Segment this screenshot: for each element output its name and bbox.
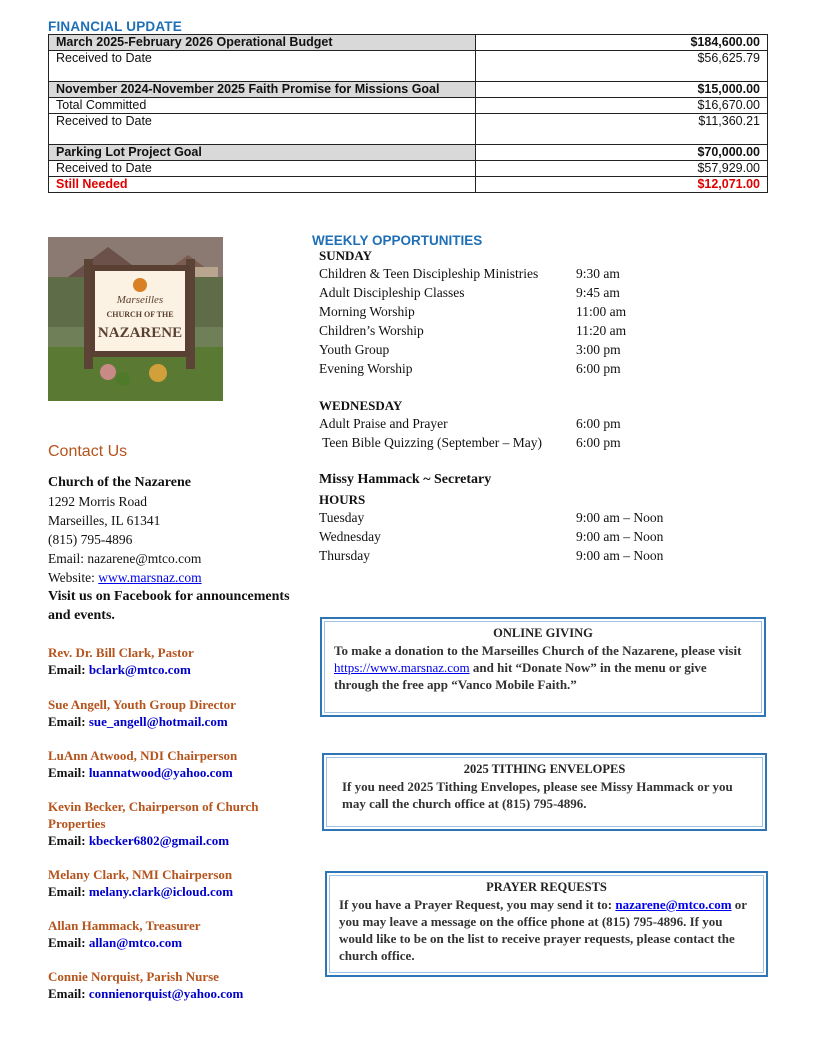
schedule-item: Children & Teen Discipleship Ministries 9:30 am bbox=[319, 266, 620, 281]
prayer-text: If you have a Prayer Request, you may send it to: nazarene@mtco.com or you may leave a message on the office phone at (815) 795-4896. If you would like to be on the list to receive prayer requests, please contact the church office. bbox=[339, 897, 747, 963]
table-row: Total Committed $16,670.00 bbox=[49, 98, 768, 114]
giving-link[interactable]: https://www.marsnaz.com bbox=[334, 660, 470, 675]
staff-item: Kevin Becker, Chairperson of Church Properties Email: kbecker6802@gmail.com bbox=[48, 799, 259, 848]
staff-item: LuAnn Atwood, NDI Chairperson Email: luannatwood@yahoo.com bbox=[48, 748, 238, 780]
hours-item: Wednesday 9:00 am – Noon bbox=[319, 529, 664, 544]
contact-block bbox=[48, 473, 298, 625]
staff-item: Allan Hammack, Treasurer Email: allan@mtco.com bbox=[48, 918, 201, 950]
table-row: Parking Lot Project Goal $70,000.00 bbox=[49, 145, 768, 161]
staff-email-link[interactable]: sue_angell@hotmail.com bbox=[88, 714, 228, 729]
address-line1: 1292 Morris Road bbox=[48, 494, 147, 509]
schedule-item: Children’s Worship 11:20 am bbox=[319, 323, 627, 338]
staff-email-link[interactable]: connienorquist@yahoo.com bbox=[88, 986, 244, 1001]
weekly-title: WEEKLY OPPORTUNITIES bbox=[312, 233, 483, 248]
secretary-name: Missy Hammack ~ Secretary bbox=[319, 472, 492, 487]
tithing-text: If you need 2025 Tithing Envelopes, please see Missy Hammack or you may call the church office at (815) 795-4896. bbox=[342, 779, 733, 811]
schedule-item: Youth Group 3:00 pm bbox=[319, 342, 621, 357]
schedule-item: Teen Bible Quizzing (September – May) 6:00 pm bbox=[319, 435, 621, 450]
church-sign-photo bbox=[48, 237, 223, 401]
contact-title: Contact Us bbox=[48, 443, 128, 460]
online-giving-title: ONLINE GIVING bbox=[493, 626, 593, 640]
tithing-box bbox=[322, 753, 767, 831]
phone: (815) 795-4896 bbox=[48, 532, 133, 547]
online-giving-text: To make a donation to the Marseilles Church of the Nazarene, please visit https://www.marsnaz.com and hit “Donate Now” in the menu or give through the free app “Vanco Mobile Faith.” bbox=[334, 643, 742, 692]
sunday-heading: SUNDAY bbox=[319, 248, 372, 263]
secretary-hours bbox=[319, 470, 759, 565]
tithing-title: 2025 TITHING ENVELOPES bbox=[463, 762, 626, 776]
staff-item: Sue Angell, Youth Group Director Email: sue_angell@hotmail.com bbox=[48, 697, 236, 729]
staff-email-link[interactable]: melany.clark@icloud.com bbox=[88, 884, 234, 899]
staff-email-link[interactable]: allan@mtco.com bbox=[88, 935, 183, 950]
schedule-item: Adult Praise and Prayer 6:00 pm bbox=[319, 416, 621, 431]
sign-line2: CHURCH OF THE bbox=[106, 310, 174, 319]
table-row: Still Needed $12,071.00 bbox=[49, 177, 768, 193]
website-line: Website: www.marsnaz.com bbox=[48, 570, 202, 585]
hours-item: Tuesday 9:00 am – Noon bbox=[319, 510, 664, 525]
church-name: Church of the Nazarene bbox=[48, 475, 191, 490]
prayer-requests-box bbox=[325, 871, 768, 977]
financial-title: FINANCIAL UPDATE bbox=[48, 19, 182, 34]
prayer-title: PRAYER REQUESTS bbox=[486, 880, 607, 894]
table-row: Received to Date $56,625.79 bbox=[49, 51, 768, 82]
hours-item: Thursday 9:00 am – Noon bbox=[319, 548, 664, 563]
address-line2: Marseilles, IL 61341 bbox=[48, 513, 161, 528]
sign-line1: Marseilles bbox=[116, 294, 164, 306]
sign-line3: NAZARENE bbox=[97, 325, 183, 341]
staff-item: Melany Clark, NMI Chairperson Email: melany.clark@icloud.com bbox=[48, 867, 234, 899]
sunday-schedule bbox=[319, 246, 759, 378]
schedule-item: Evening Worship 6:00 pm bbox=[319, 361, 621, 376]
schedule-item: Adult Discipleship Classes 9:45 am bbox=[319, 285, 620, 300]
wednesday-schedule bbox=[319, 396, 759, 452]
staff-email-link[interactable]: kbecker6802@gmail.com bbox=[88, 833, 230, 848]
staff-email-link[interactable]: bclark@mtco.com bbox=[88, 662, 191, 677]
table-row: Received to Date $57,929.00 bbox=[49, 161, 768, 177]
schedule-item: Morning Worship 11:00 am bbox=[319, 304, 627, 319]
table-row: November 2024-November 2025 Faith Promise for Missions Goal $15,000.00 bbox=[49, 82, 768, 98]
wednesday-heading: WEDNESDAY bbox=[319, 398, 403, 413]
prayer-email-link[interactable]: nazarene@mtco.com bbox=[615, 897, 732, 912]
table-row: March 2025-February 2026 Operational Budget $184,600.00 bbox=[49, 35, 768, 51]
financial-table bbox=[48, 34, 768, 193]
staff-item: Rev. Dr. Bill Clark, Pastor Email: bclark@mtco.com bbox=[48, 645, 194, 677]
website-link[interactable]: www.marsnaz.com bbox=[98, 570, 202, 585]
contact-email: Email: nazarene@mtco.com bbox=[48, 551, 202, 566]
facebook-note: Visit us on Facebook for announcements and events. bbox=[48, 589, 290, 623]
online-giving-box bbox=[320, 617, 766, 717]
staff-item: Connie Norquist, Parish Nurse Email: connienorquist@yahoo.com bbox=[48, 969, 244, 1001]
staff-email-link[interactable]: luannatwood@yahoo.com bbox=[88, 765, 233, 780]
hours-heading: HOURS bbox=[319, 492, 366, 507]
table-row: Received to Date $11,360.21 bbox=[49, 114, 768, 145]
